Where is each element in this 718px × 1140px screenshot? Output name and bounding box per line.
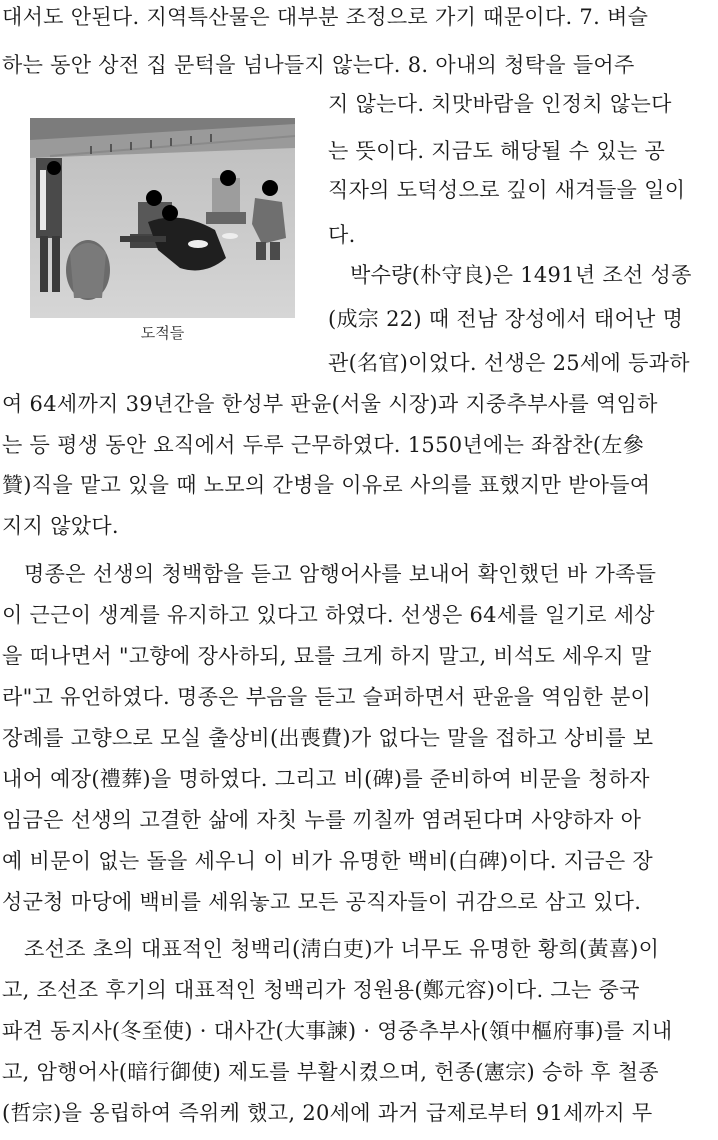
text-line-2: 하는 동안 상전 집 문턱을 넘나들지 않는다. 8. 아내의 청탁을 들어주 [2, 53, 635, 77]
text-line-3: 지 않는다. 치맛바람을 인정치 않는다 [328, 92, 672, 116]
text-line-19: 내어 예장(禮葬)을 명하였다. 그리고 비(碑)를 준비하여 비문을 청하자 [2, 767, 650, 791]
text-line-17: 라"고 유언하였다. 명종은 부음을 듣고 슬퍼하면서 판윤을 역임한 분이 [2, 685, 652, 709]
text-line-20: 임금은 선생의 고결한 삶에 자칫 누를 끼칠까 염려된다며 사양하자 아 [2, 808, 642, 832]
text-line-13: 지지 않았다. [2, 514, 119, 538]
text-line-11: 는 등 평생 동안 요직에서 두루 근무하였다. 1550년에는 좌참찬(左參 [2, 433, 644, 457]
text-line-25: 파견 동지사(冬至使) · 대사간(大事諫) · 영중추부사(領中樞府事)를 지내 [2, 1019, 673, 1043]
text-line-23: 조선조 초의 대표적인 청백리(淸白吏)가 너무도 유명한 황희(黃喜)이 [24, 937, 660, 961]
text-line-10: 여 64세까지 39년간을 한성부 판윤(서울 시장)과 지중추부사를 역임하 [2, 392, 658, 416]
text-line-15: 이 근근이 생계를 유지하고 있다고 하였다. 선생은 64세를 일기로 세상 [2, 603, 655, 627]
figure-caption: 도적들 [140, 324, 185, 342]
text-line-16: 을 떠나면서 "고향에 장사하되, 묘를 크게 하지 말고, 비석도 세우지 말 [2, 644, 652, 668]
text-line-26: 고, 암행어사(暗行御使) 제도를 부활시켰으며, 헌종(憲宗) 승하 후 철종 [2, 1060, 659, 1084]
text-line-8: (成宗 22) 때 전남 장성에서 태어난 명 [328, 307, 684, 331]
text-line-4: 는 뜻이다. 지금도 해당될 수 있는 공 [328, 139, 666, 163]
photo-illustration [30, 118, 295, 318]
photo-thieves [30, 118, 295, 318]
text-line-7: 박수량(朴守良)은 1491년 조선 성종 [350, 263, 692, 287]
text-line-9: 관(名官)이었다. 선생은 25세에 등과하 [328, 351, 690, 375]
text-line-22: 성군청 마당에 백비를 세워놓고 모든 공직자들이 귀감으로 삼고 있다. [2, 890, 642, 914]
text-line-12: 贊)직을 맡고 있을 때 노모의 간병을 이유로 사의를 표했지만 받아들여 [2, 473, 651, 497]
text-line-18: 장례를 고향으로 모실 출상비(出喪費)가 없다는 말을 접하고 상비를 보 [2, 726, 654, 750]
text-line-24: 고, 조선조 후기의 대표적인 청백리가 정원용(鄭元容)이다. 그는 중국 [2, 978, 640, 1002]
text-line-27: (哲宗)을 옹립하여 즉위케 했고, 20세에 과거 급제로부터 91세까지 무 [2, 1101, 653, 1125]
text-line-21: 예 비문이 없는 돌을 세우니 이 비가 유명한 백비(白碑)이다. 지금은 장 [2, 849, 653, 873]
text-line-5: 직자의 도덕성으로 깊이 새겨들을 일이 [328, 178, 686, 202]
text-line-6: 다. [328, 223, 356, 247]
text-line-1: 대서도 안된다. 지역특산물은 대부분 조정으로 가기 때문이다. 7. 벼슬 [2, 5, 649, 29]
text-line-14: 명종은 선생의 청백함을 듣고 암행어사를 보내어 확인했던 바 가족들 [24, 562, 657, 586]
